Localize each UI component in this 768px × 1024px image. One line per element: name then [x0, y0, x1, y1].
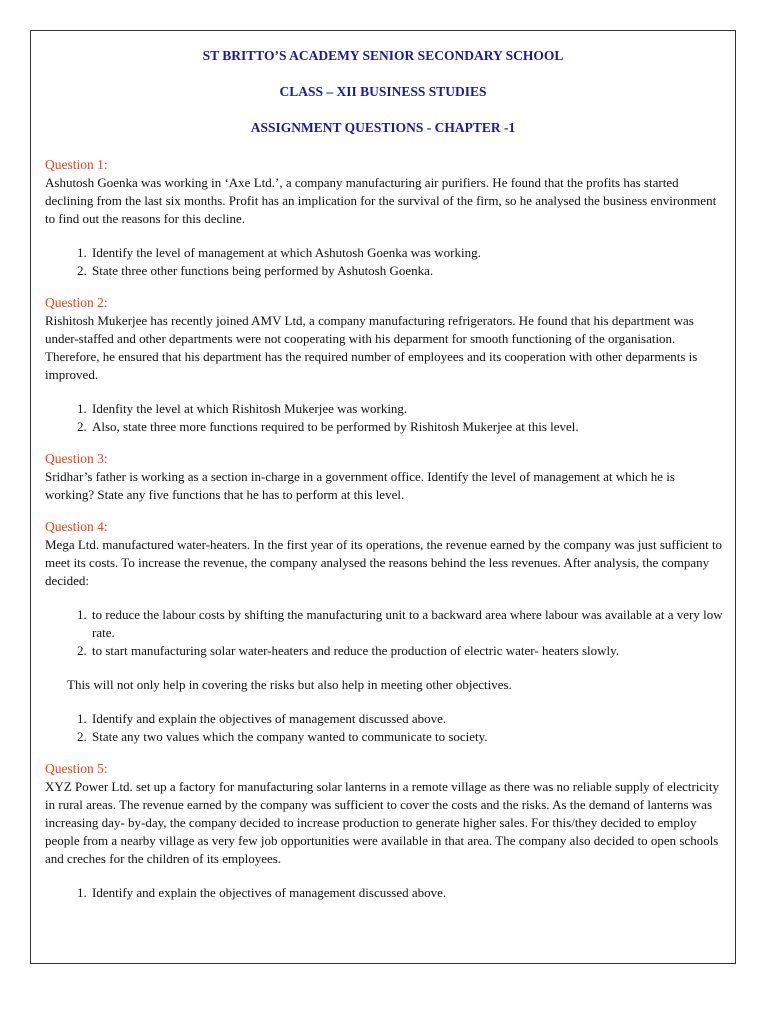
assignment-title: ASSIGNMENT QUESTIONS - CHAPTER -1	[250, 120, 516, 135]
question-title: Question 2:	[45, 295, 108, 310]
list-item: 2. to start manufacturing solar water-heaters and reduce the production of electric water- heaters slowly.	[90, 642, 725, 660]
question-title: Question 1:	[45, 157, 108, 172]
question-items	[45, 884, 725, 902]
question-items	[45, 244, 725, 280]
list-item: 1. Identify and explain the objectives of management discussed above.	[90, 884, 725, 902]
question-3	[45, 450, 725, 504]
list-item: 1. Identify the level of management at which Ashutosh Goenka was working.	[90, 244, 725, 262]
list-item: 2. State three other functions being performed by Ashutosh Goenka.	[90, 262, 725, 280]
question-text: XYZ Power Ltd. set up a factory for manufacturing solar lanterns in a remote village as there was no reliable supply of electricity in rural areas. The revenue earned by the company was sufficient to cover the costs and the risks. As the demand of lanterns was increasing day- by-day, the company decided to increase production to generate higher sales. For this/they decided to employ people from a nearby village as very few job opportunities were available in that area. The company also decided to open schools and creches for the children of its employees.	[45, 779, 719, 866]
question-4	[45, 518, 725, 746]
question-text: Sridhar’s father is working as a section in-charge in a government office. Identify the level of management at which he is working? State any five functions that he has to perform at this level.	[45, 469, 675, 502]
question-text: Ashutosh Goenka was working in ‘Axe Ltd.’, a company manufacturing air purifiers. He found that the profits has started declining from the last six months. Profit has an implication for the survival of the firm, so he analysed the business environment to find out the reasons for this decline.	[45, 175, 717, 226]
list-item: 1. Identify and explain the objectives of management discussed above.	[90, 710, 725, 728]
question-title: Question 3:	[45, 451, 108, 466]
question-title: Question 4:	[45, 519, 108, 534]
class-title: CLASS – XII BUSINESS STUDIES	[279, 84, 487, 99]
list-item: 1. Idenfity the level at which Rishitosh Mukerjee was working.	[90, 400, 630, 418]
list-item: 2. Also, state three more functions required to be performed by Rishitosh Mukerjee at this level.	[90, 418, 630, 436]
question-text: Mega Ltd. manufactured water-heaters. In the first year of its operations, the revenue earned by the company was just sufficient to meet its costs. To increase the revenue, the company analysed the reasons behind the less revenues. After analysis, the company decided:	[45, 537, 723, 588]
question-2	[45, 294, 725, 436]
question-note: This will not only help in covering the risks but also help in meeting other objectives.	[67, 677, 512, 692]
questions-content	[45, 156, 725, 902]
list-item: 2. State any two values which the company wanted to communicate to society.	[90, 728, 725, 746]
school-title: ST BRITTO’S ACADEMY SENIOR SECONDARY SCHOOL	[202, 48, 564, 63]
question-text: Rishitosh Mukerjee has recently joined AMV Ltd, a company manufacturing refrigerators. He found that his department was under-staffed and other departments were not cooperating with his deparment for smooth functioning of the organisation. Therefore, he ensured that his department has the required number of employees and its cooperation with other deparments is improved.	[45, 313, 698, 382]
question-title: Question 5:	[45, 761, 108, 776]
question-5	[45, 760, 725, 902]
question-items	[45, 400, 630, 436]
question-items	[45, 606, 725, 660]
question-1	[45, 156, 725, 280]
list-item: 1. to reduce the labour costs by shifting the manufacturing unit to a backward area where labour was available at a very low rate.	[90, 606, 725, 642]
question-items-2	[45, 710, 725, 746]
